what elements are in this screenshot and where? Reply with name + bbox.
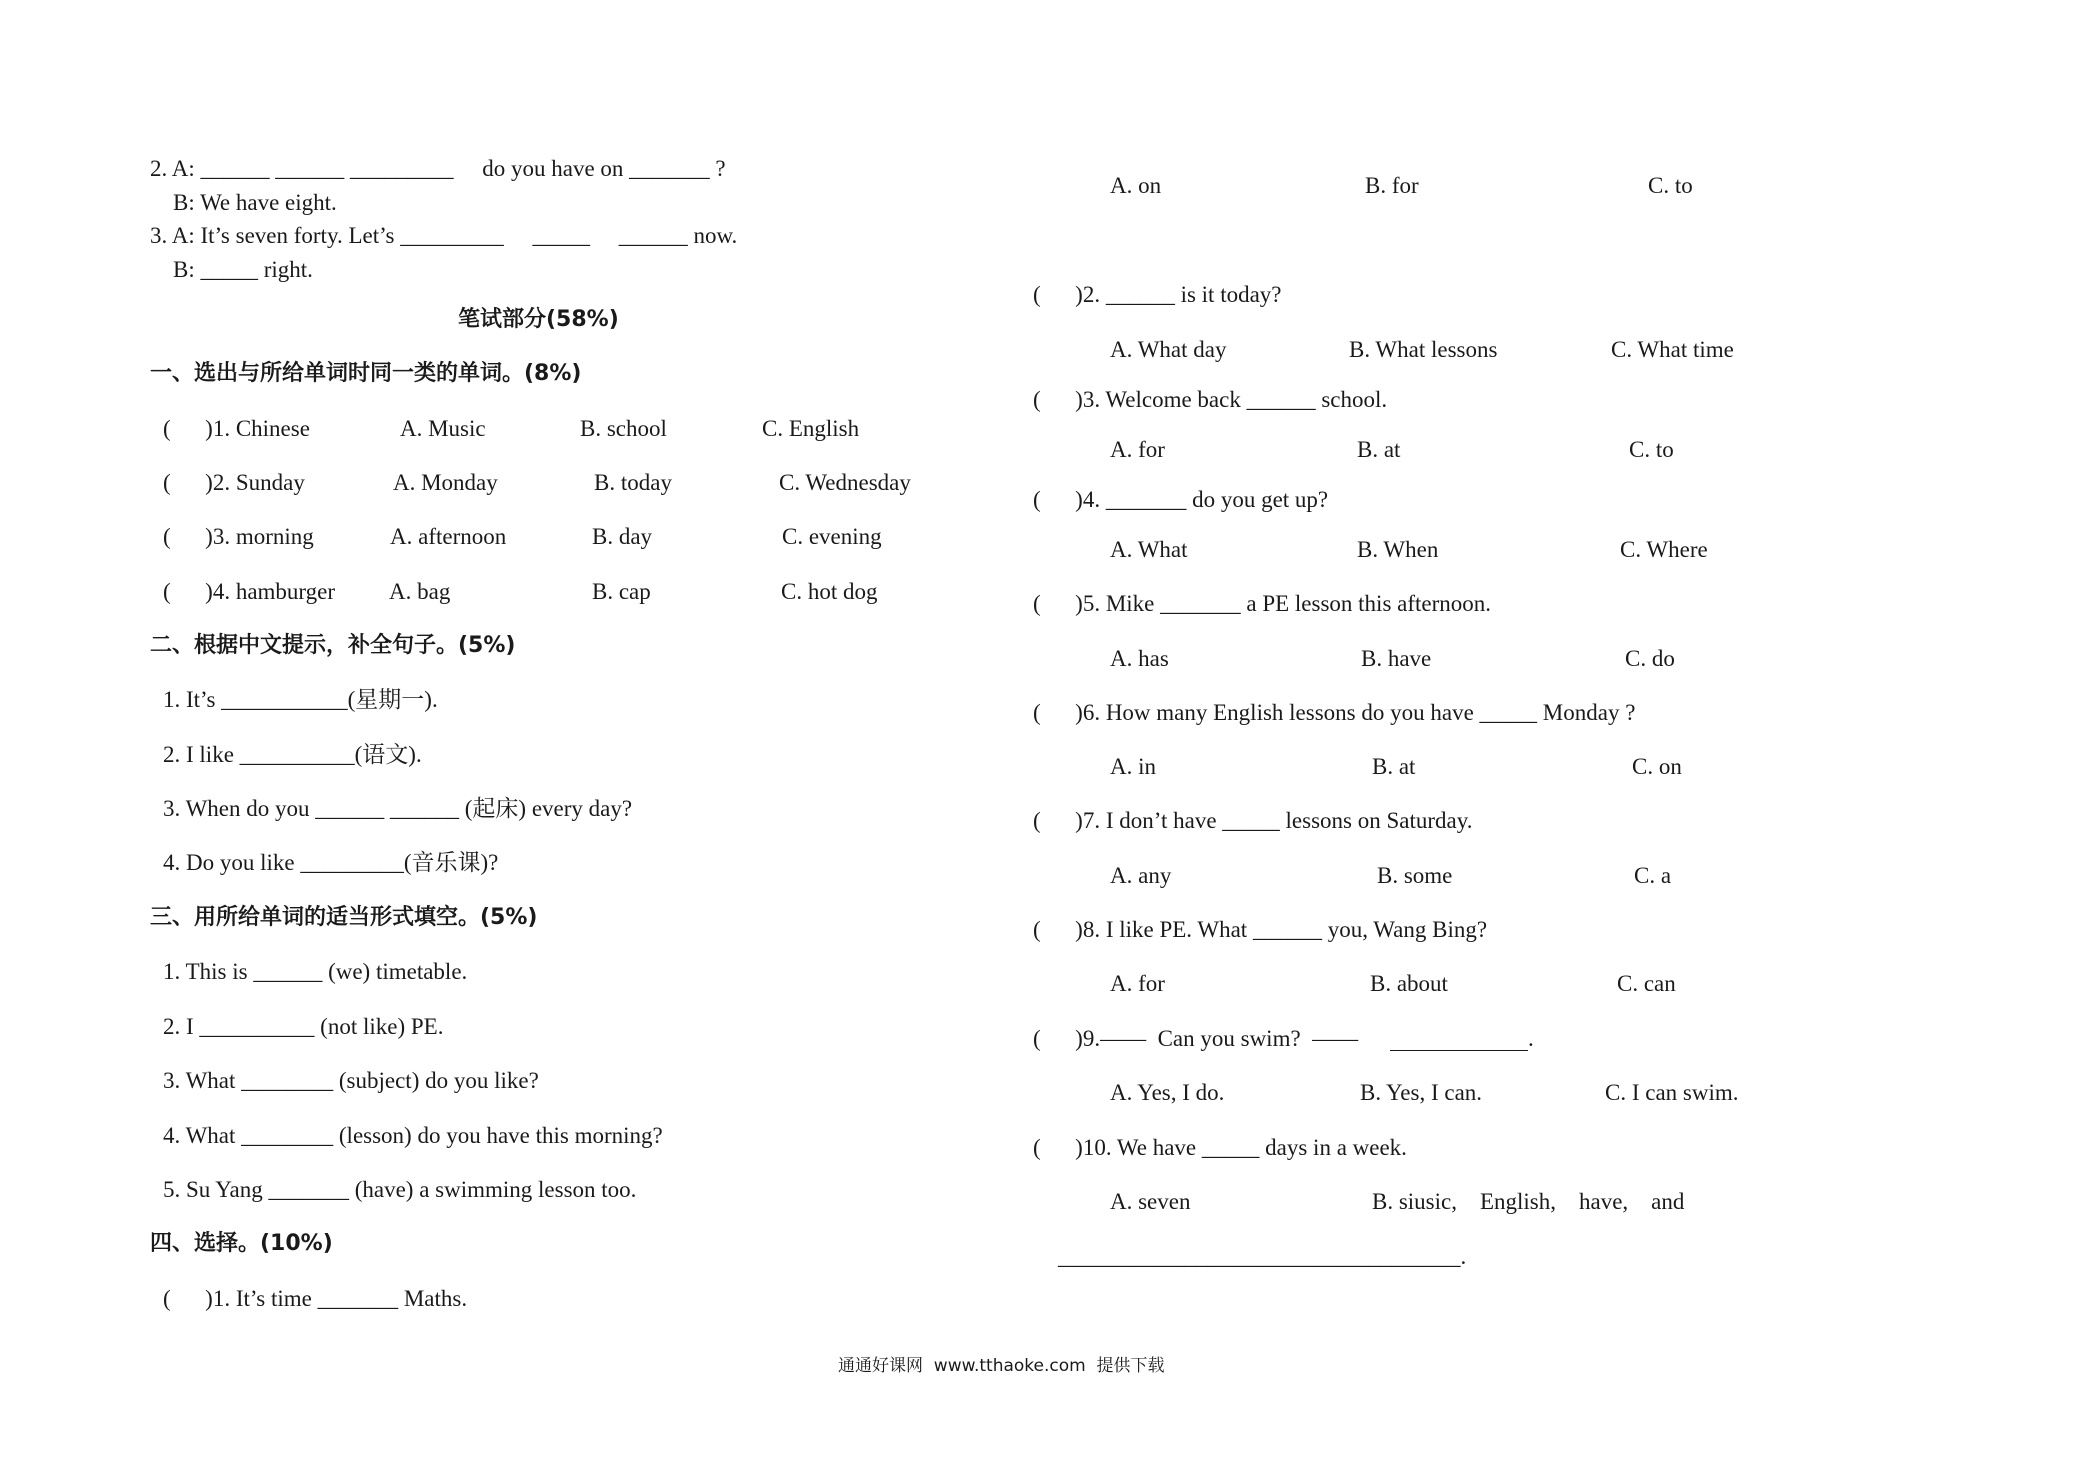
s1-q1-b: B. school <box>580 416 667 441</box>
s2-item: 3. When do you ______ ______ (起床) every day? <box>163 796 633 821</box>
r-last-line: ___________________________________. <box>1058 1244 1467 1269</box>
r-q8: ( )8. I like PE. What ______ you, Wang Bing? <box>1033 917 1488 942</box>
r-q7-b: B. some <box>1377 863 1453 888</box>
footer-text: 通通好课网 www.tthaoke.com 提供下载 <box>838 1356 1165 1376</box>
r-q10-b: B. siusic, English, have, and <box>1372 1189 1685 1214</box>
r-q1-b: B. for <box>1365 173 1419 198</box>
s1-q2-b: B. today <box>594 470 672 495</box>
section1-heading: 一、选出与所给单词时同一类的单词。(8%) <box>150 361 582 386</box>
s2-item: 4. Do you like _________(音乐课)? <box>163 850 499 875</box>
r-q1-a: A. on <box>1110 173 1162 198</box>
r-q9: ( )9.—— Can you swim? —— <box>1033 1026 1359 1051</box>
r-q8-b: B. about <box>1370 971 1448 996</box>
s1-q3: ( )3. morning <box>163 524 314 549</box>
section3-heading: 三、用所给单词的适当形式填空。(5%) <box>150 905 538 930</box>
r-q7: ( )7. I don’t have _____ lessons on Saturday. <box>1033 808 1473 833</box>
s3-item: 2. I __________ (not like) PE. <box>163 1014 444 1039</box>
r-q5-a: A. has <box>1110 646 1169 671</box>
section2-heading: 二、根据中文提示，补全句子。(5%) <box>150 633 516 658</box>
s1-q1-c: C. English <box>762 416 860 441</box>
section4-heading: 四、选择。(10%) <box>150 1231 333 1256</box>
r-q5-b: B. have <box>1361 646 1432 671</box>
r-q8-c: C. can <box>1617 971 1676 996</box>
r-q7-a: A. any <box>1110 863 1172 888</box>
dialog-line-2b: B: We have eight. <box>150 190 337 215</box>
dialog-line-3b: B: _____ right. <box>150 257 313 282</box>
r-q4-b: B. When <box>1357 537 1439 562</box>
r-q6-a: A. in <box>1110 754 1156 779</box>
r-q4-c: C. Where <box>1620 537 1708 562</box>
r-q9-end: . <box>1528 1026 1534 1051</box>
s3-item: 1. This is ______ (we) timetable. <box>163 959 468 984</box>
r-q2-a: A. What day <box>1110 337 1227 362</box>
s1-q1-a: A. Music <box>400 416 486 441</box>
r-q1-c: C. to <box>1648 173 1693 198</box>
dialog-line-3a: 3. A: It’s seven forty. Let’s _________ _____ ______ now. <box>150 223 738 248</box>
answer-line <box>1390 1050 1528 1051</box>
s3-item: 4. What ________ (lesson) do you have this morning? <box>163 1123 663 1148</box>
r-q6-c: C. on <box>1632 754 1682 779</box>
s1-q1: ( )1. Chinese <box>163 416 310 441</box>
s1-q2-a: A. Monday <box>393 470 498 495</box>
r-q2-c: C. What time <box>1611 337 1734 362</box>
s2-item: 1. It’s ___________(星期一). <box>163 687 438 712</box>
r-q3-c: C. to <box>1629 437 1674 462</box>
s1-q4-b: B. cap <box>592 579 651 604</box>
r-q5-c: C. do <box>1625 646 1675 671</box>
r-q2: ( )2. ______ is it today? <box>1033 282 1282 307</box>
s1-q3-c: C. evening <box>782 524 882 549</box>
s1-q4: ( )4. hamburger <box>163 579 336 604</box>
r-q2-b: B. What lessons <box>1349 337 1498 362</box>
r-q7-c: C. a <box>1634 863 1672 888</box>
r-q6: ( )6. How many English lessons do you have _____ Monday ? <box>1033 700 1636 725</box>
r-q10: ( )10. We have _____ days in a week. <box>1033 1135 1407 1160</box>
r-q10-a: A. seven <box>1110 1189 1191 1214</box>
s3-item: 3. What ________ (subject) do you like? <box>163 1068 539 1093</box>
r-q4-a: A. What <box>1110 537 1188 562</box>
r-q4: ( )4. _______ do you get up? <box>1033 487 1329 512</box>
r-q6-b: B. at <box>1372 754 1416 779</box>
r-q3: ( )3. Welcome back ______ school. <box>1033 387 1388 412</box>
s1-q3-b: B. day <box>592 524 653 549</box>
r-q9-b: B. Yes, I can. <box>1360 1080 1483 1105</box>
s4-q1: ( )1. It’s time _______ Maths. <box>163 1286 468 1311</box>
s3-item: 5. Su Yang _______ (have) a swimming lesson too. <box>163 1177 637 1202</box>
s2-item: 2. I like __________(语文). <box>163 742 422 767</box>
r-q9-c: C. I can swim. <box>1605 1080 1739 1105</box>
s1-q2-c: C. Wednesday <box>779 470 911 495</box>
section-title: 笔试部分(58%) <box>458 307 619 332</box>
s1-q4-a: A. bag <box>389 579 451 604</box>
s1-q2: ( )2. Sunday <box>163 470 305 495</box>
r-q8-a: A. for <box>1110 971 1165 996</box>
r-q5: ( )5. Mike _______ a PE lesson this afternoon. <box>1033 591 1492 616</box>
r-q3-a: A. for <box>1110 437 1165 462</box>
r-q9-a: A. Yes, I do. <box>1110 1080 1225 1105</box>
s1-q3-a: A. afternoon <box>390 524 507 549</box>
s1-q4-c: C. hot dog <box>781 579 878 604</box>
dialog-line-2a: 2. A: ______ ______ _________ do you have on _______ ? <box>150 156 726 181</box>
r-q3-b: B. at <box>1357 437 1401 462</box>
